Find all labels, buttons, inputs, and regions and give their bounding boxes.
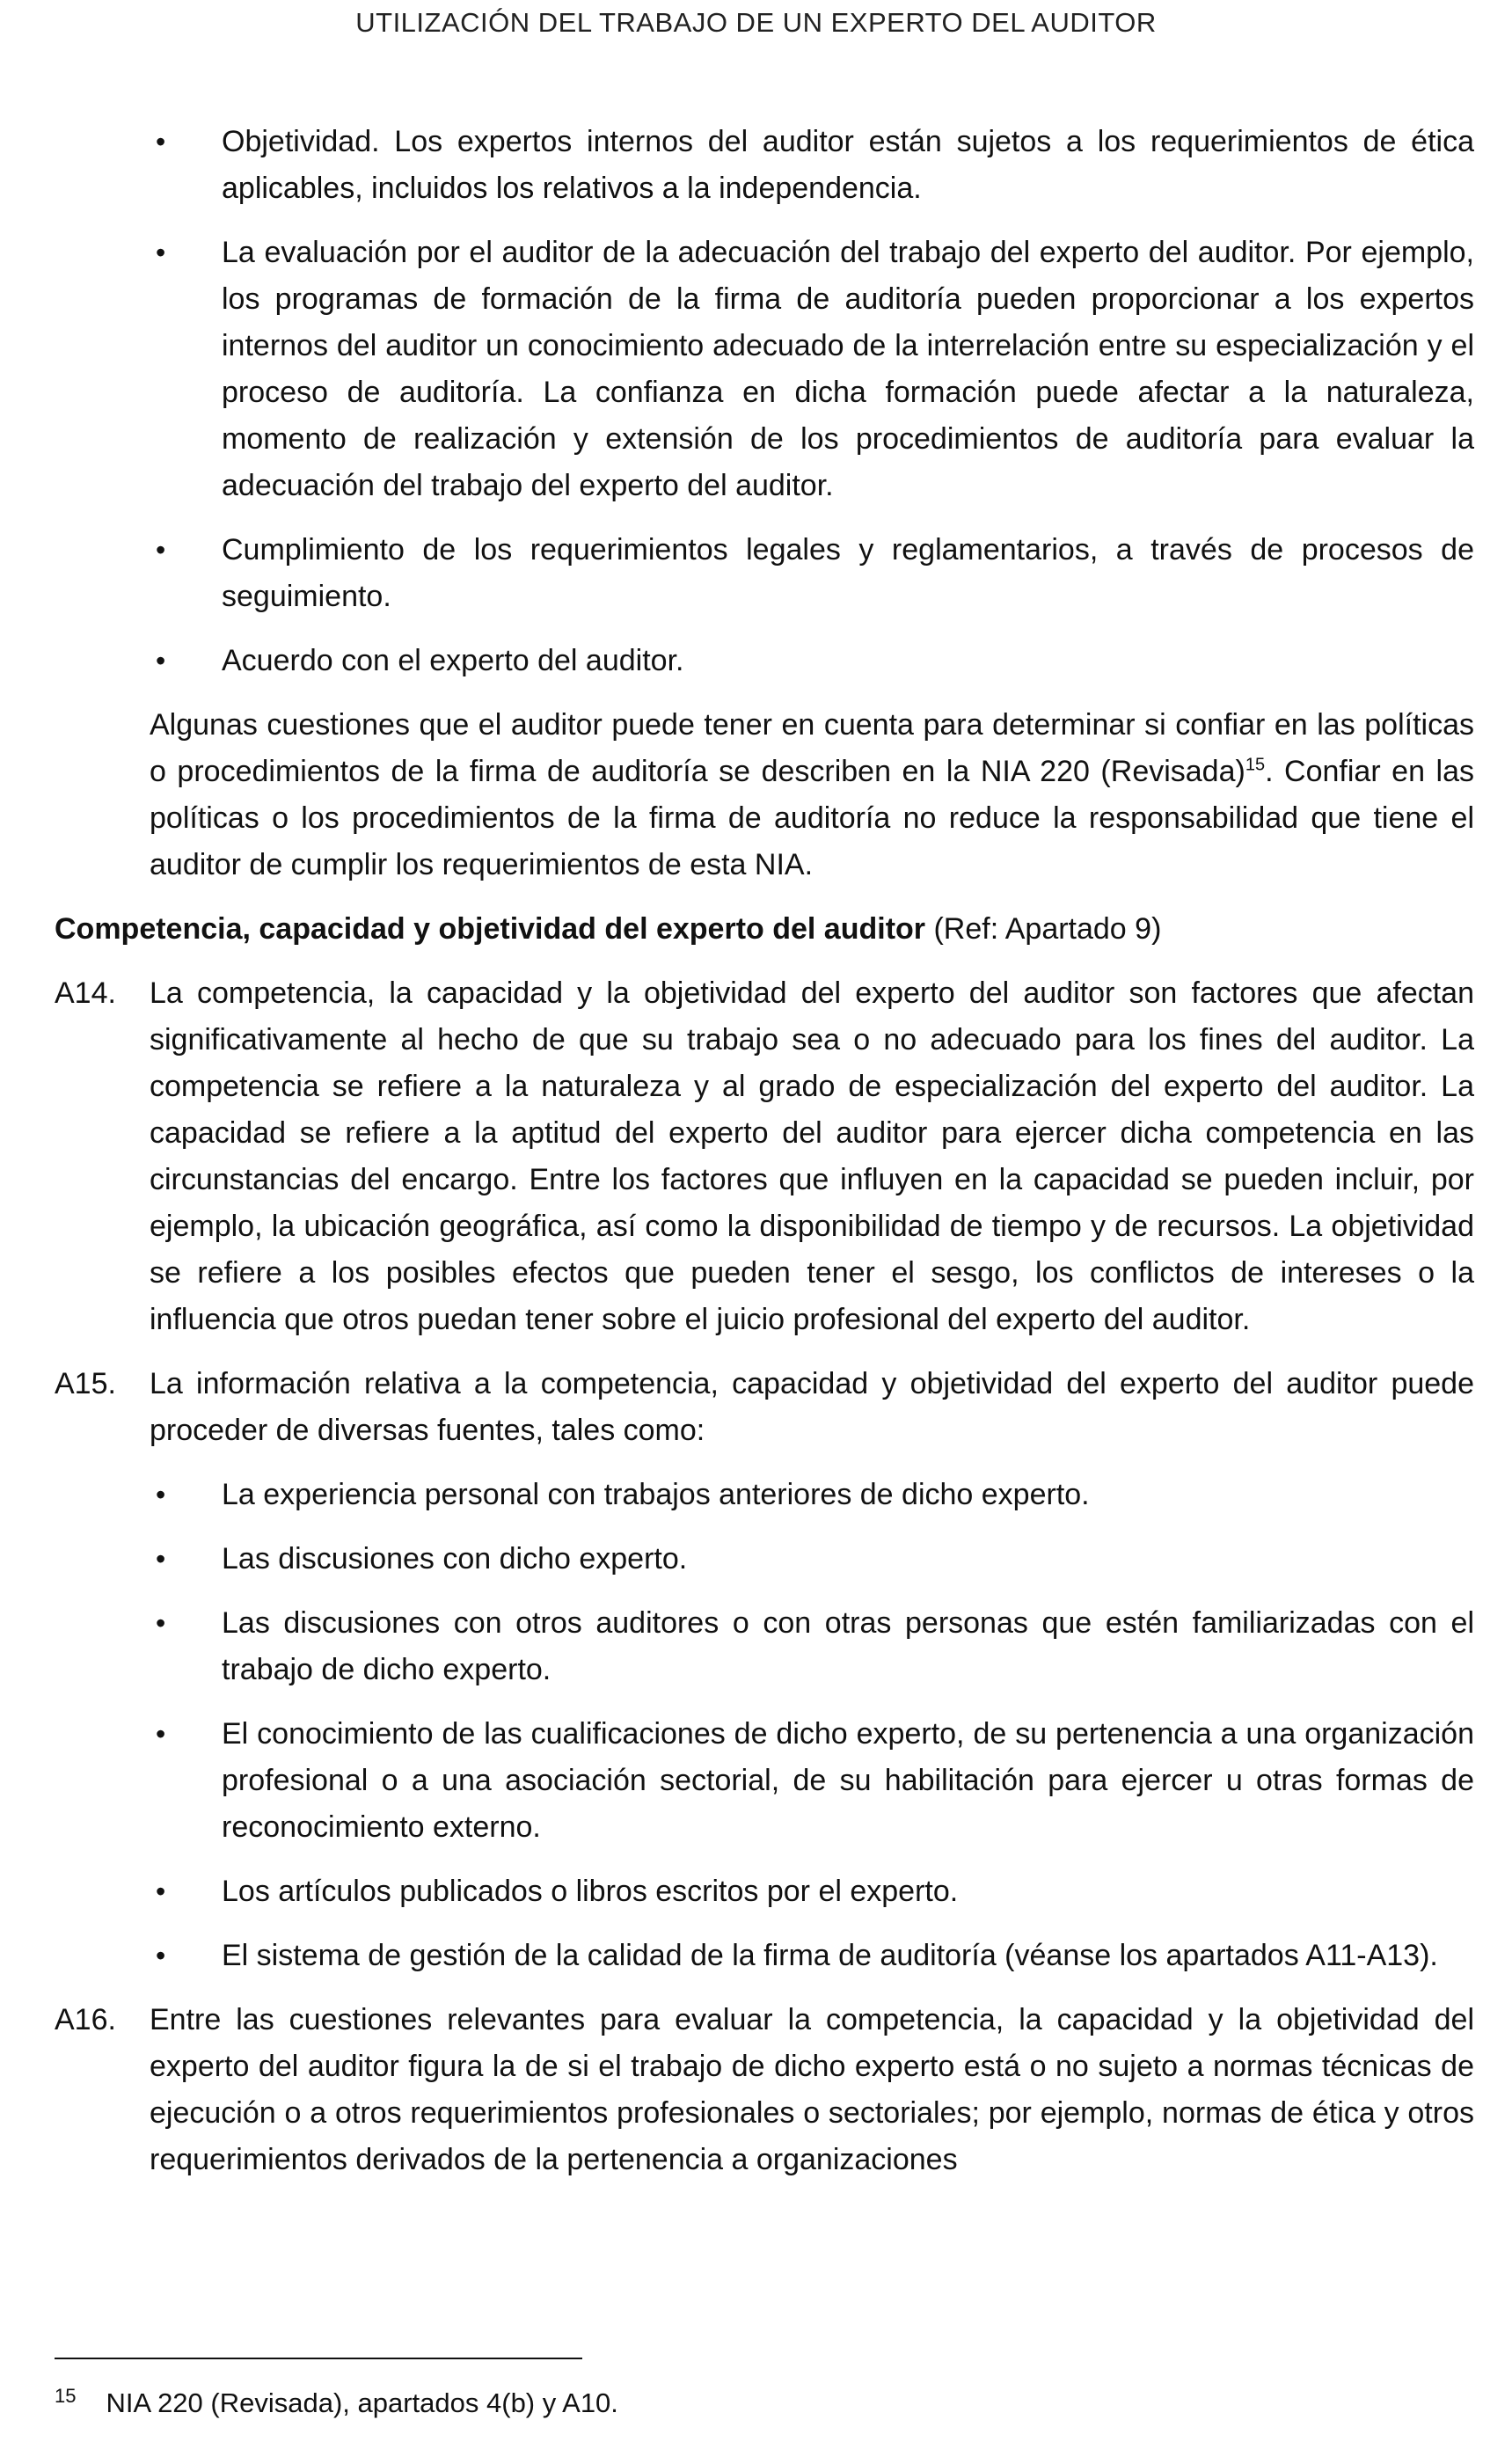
footnote <box>55 2386 618 2421</box>
bullet-text: La evaluación por el auditor de la adecuación del trabajo del experto del auditor. Por ejemplo, los programas de formación de la firma de auditoría pueden proporcionar a los expertos internos del auditor un conocimiento adecuado de la interrelación entre su especialización y el proceso de auditoría. La confianza en dicha formación puede afectar a la naturaleza, momento de realización y extensión de los procedimientos de auditoría para evaluar la adecuación del trabajo del experto del auditor. <box>222 236 1474 502</box>
bullet-text: La experiencia personal con trabajos anteriores de dicho experto. <box>222 1478 1090 1511</box>
bullet-item <box>55 1472 1474 1518</box>
section-heading-ref: (Ref: Apartado 9) <box>925 912 1162 946</box>
paragraph-text: Entre las cuestiones relevantes para evaluar la competencia, la capacidad y la objetividad del experto del auditor figura la de si el trabajo de dicho experto está o no sujeto a normas técnicas de ejecución o a otros requerimientos profesionales o sectoriales; por ejemplo, normas de ética y otros requerimientos derivados de la pertenencia a organizaciones <box>150 2003 1474 2176</box>
bullet-item <box>55 119 1474 212</box>
bullet-text: Cumplimiento de los requerimientos legales y reglamentarios, a través de procesos de seguimiento. <box>222 533 1474 613</box>
policies-paragraph <box>55 702 1474 888</box>
paragraph-number: A16. <box>55 2003 116 2036</box>
section-heading <box>55 906 1474 953</box>
bullet-item <box>55 230 1474 509</box>
paragraph-text: La competencia, la capacidad y la objetividad del experto del auditor son factores que afectan significativamente al hecho de que su trabajo sea o no adecuado para los fines del auditor. La competencia se refiere a la naturaleza y al grado de especialización del experto del auditor. La capacidad se refiere a la aptitud del experto del auditor para ejercer dicha competencia en las circunstancias del encargo. Entre los factores que influyen en la capacidad se pueden incluir, por ejemplo, la ubicación geográfica, así como la disponibilidad de tiempo y de recursos. La objetividad se refiere a los posibles efectos que pueden tener el sesgo, los conflictos de intereses o la influencia que otros puedan tener sobre el juicio profesional del experto del auditor. <box>150 976 1474 1336</box>
bullet-dot: • <box>156 645 166 676</box>
footnote-number: 15 <box>55 2384 77 2407</box>
bullet-text: Los artículos publicados o libros escritos por el experto. <box>222 1875 959 1908</box>
bullet-item <box>55 1868 1474 1915</box>
bullet-item <box>55 1711 1474 1851</box>
bullet-dot: • <box>156 237 166 268</box>
paragraph-number: A15. <box>55 1367 116 1400</box>
bullet-dot: • <box>156 1607 166 1639</box>
bullet-dot: • <box>156 1940 166 1971</box>
bullet-text: El sistema de gestión de la calidad de la firma de auditoría (véanse los apartados A11-A13). <box>222 1939 1438 1972</box>
policies-text-1: Algunas cuestiones que el auditor puede tener en cuenta para determinar si confiar en las políticas o procedimientos de la firma de auditoría se describen en la NIA 220 (Revisada) <box>150 708 1474 788</box>
bullet-dot: • <box>156 1718 166 1750</box>
bullet-dot: • <box>156 1543 166 1575</box>
paragraph-number: A14. <box>55 976 116 1010</box>
paragraph-a15 <box>55 1361 1474 1454</box>
bullet-dot: • <box>156 1479 166 1510</box>
footnote-divider <box>55 2358 582 2359</box>
section-heading-title: Competencia, capacidad y objetividad del experto del auditor <box>55 912 926 946</box>
bullet-text: El conocimiento de las cualificaciones de dicho experto, de su pertenencia a una organización profesional o a una asociación sectorial, de su habilitación para ejercer u otras formas de reconocimiento externo. <box>222 1717 1474 1844</box>
page-header: UTILIZACIÓN DEL TRABAJO DE UN EXPERTO DEL AUDITOR <box>355 7 1157 38</box>
bullet-item <box>55 527 1474 620</box>
paragraph-a16 <box>55 1997 1474 2183</box>
bullet-dot: • <box>156 126 166 157</box>
paragraph-text: La información relativa a la competencia, capacidad y objetividad del experto del auditor puede proceder de diversas fuentes, tales como: <box>150 1367 1474 1447</box>
bullet-text: Las discusiones con otros auditores o con otras personas que estén familiarizadas con el trabajo de dicho experto. <box>222 1606 1474 1686</box>
bullet-text: Las discusiones con dicho experto. <box>222 1542 688 1576</box>
bullet-text: Acuerdo con el experto del auditor. <box>222 644 684 677</box>
paragraph-a14 <box>55 970 1474 1343</box>
bullet-item <box>55 1933 1474 1979</box>
bullet-dot: • <box>156 1875 166 1907</box>
bullet-text: Objetividad. Los expertos internos del auditor están sujetos a los requerimientos de ética aplicables, incluidos los relativos a la independencia. <box>222 125 1474 205</box>
bullet-item <box>55 638 1474 684</box>
footnote-text: NIA 220 (Revisada), apartados 4(b) y A10. <box>106 2387 618 2418</box>
footnote-reference-link[interactable]: 15 <box>1245 755 1266 775</box>
bullet-item <box>55 1536 1474 1583</box>
bullet-dot: • <box>156 534 166 566</box>
document-body <box>55 119 1474 2201</box>
bullet-item <box>55 1600 1474 1693</box>
policies-text-2: . Confiar en las políticas o los procedimientos de la firma de auditoría no reduce la responsabilidad que tiene el auditor de cumplir los requerimientos de esta NIA. <box>150 755 1474 881</box>
